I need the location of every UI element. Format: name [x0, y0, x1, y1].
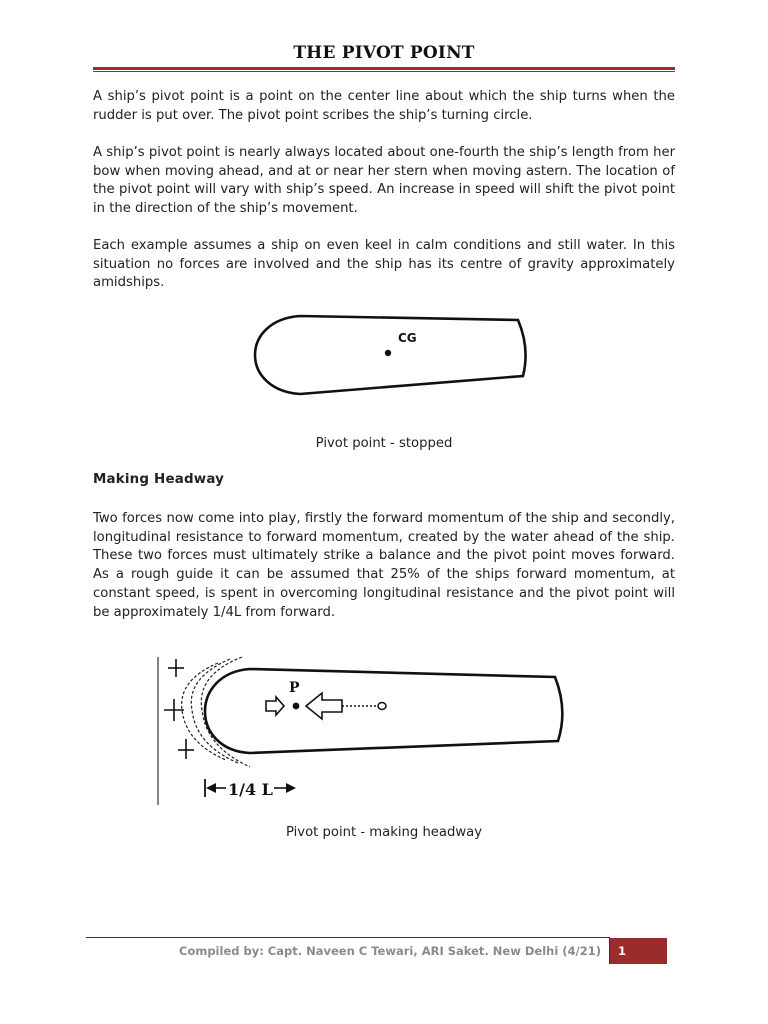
figure-caption-stopped: Pivot point - stopped: [315, 436, 453, 451]
pivot-point-dot: [293, 703, 300, 710]
plus-sign-icon: [168, 659, 184, 677]
ship-hull-outline: [205, 669, 562, 753]
title-rule-thin: [93, 71, 675, 72]
paragraph-assumptions: Each example assumes a ship on even keel in calm conditions and still water. In this situation no forces are involved and the ship has its centre of gravity approximately amidships.: [93, 238, 675, 291]
plus-sign-icon: [164, 699, 184, 721]
dimension-arrow-right-icon: [286, 783, 296, 793]
resistance-arrow-icon: [306, 693, 342, 719]
title-rule-thick: [93, 67, 675, 70]
cg-label: CG: [398, 331, 417, 345]
plus-sign-icon: [178, 739, 194, 759]
figure-ship-stopped: [240, 308, 540, 408]
distance-label: 1/4 L: [228, 780, 273, 799]
footer-rule: [86, 937, 610, 938]
page-number: 1: [610, 938, 667, 964]
paragraph-definition: A ship’s pivot point is a point on the center line about which the ship turns when the rudder is put over. The pivot point scribes the ship’s turning circle.: [93, 89, 675, 123]
paragraph-making-headway: Two forces now come into play, firstly the forward momentum of the ship and secondly, longitudinal resistance to forward momentum, created by the water ahead of the ship. These two forces must ultimately strike a balance and the pivot point moves forward. As a rough guide it can be assumed that 25% of the ships forward momentum, at constant speed, is spent in overcoming longitudinal resistance and the pivot point will be approximately 1/4L from forward.: [93, 511, 675, 620]
pivot-point-label: P: [289, 680, 300, 696]
figure-caption-headway: Pivot point - making headway: [285, 825, 483, 840]
cg-dot: [385, 350, 391, 356]
forward-arrow-icon: [266, 697, 284, 715]
pressure-wave-arc: [201, 657, 250, 767]
page-title: THE PIVOT POINT: [293, 43, 475, 63]
cg-marker: [378, 703, 386, 710]
footer-credit: Compiled by: Capt. Naveen C Tewari, ARI Saket. New Delhi (4/21): [179, 944, 601, 958]
figure-ship-headway: [150, 655, 570, 810]
paragraph-location: A ship’s pivot point is nearly always located about one-fourth the ship’s length from her bow when moving ahead, and at or near her stern when moving astern. The location of the pivot point will vary with ship’s speed. An increase in speed will shift the pivot point in the direction of the ship’s movement.: [93, 145, 675, 217]
section-heading-making-headway: Making Headway: [93, 472, 225, 487]
